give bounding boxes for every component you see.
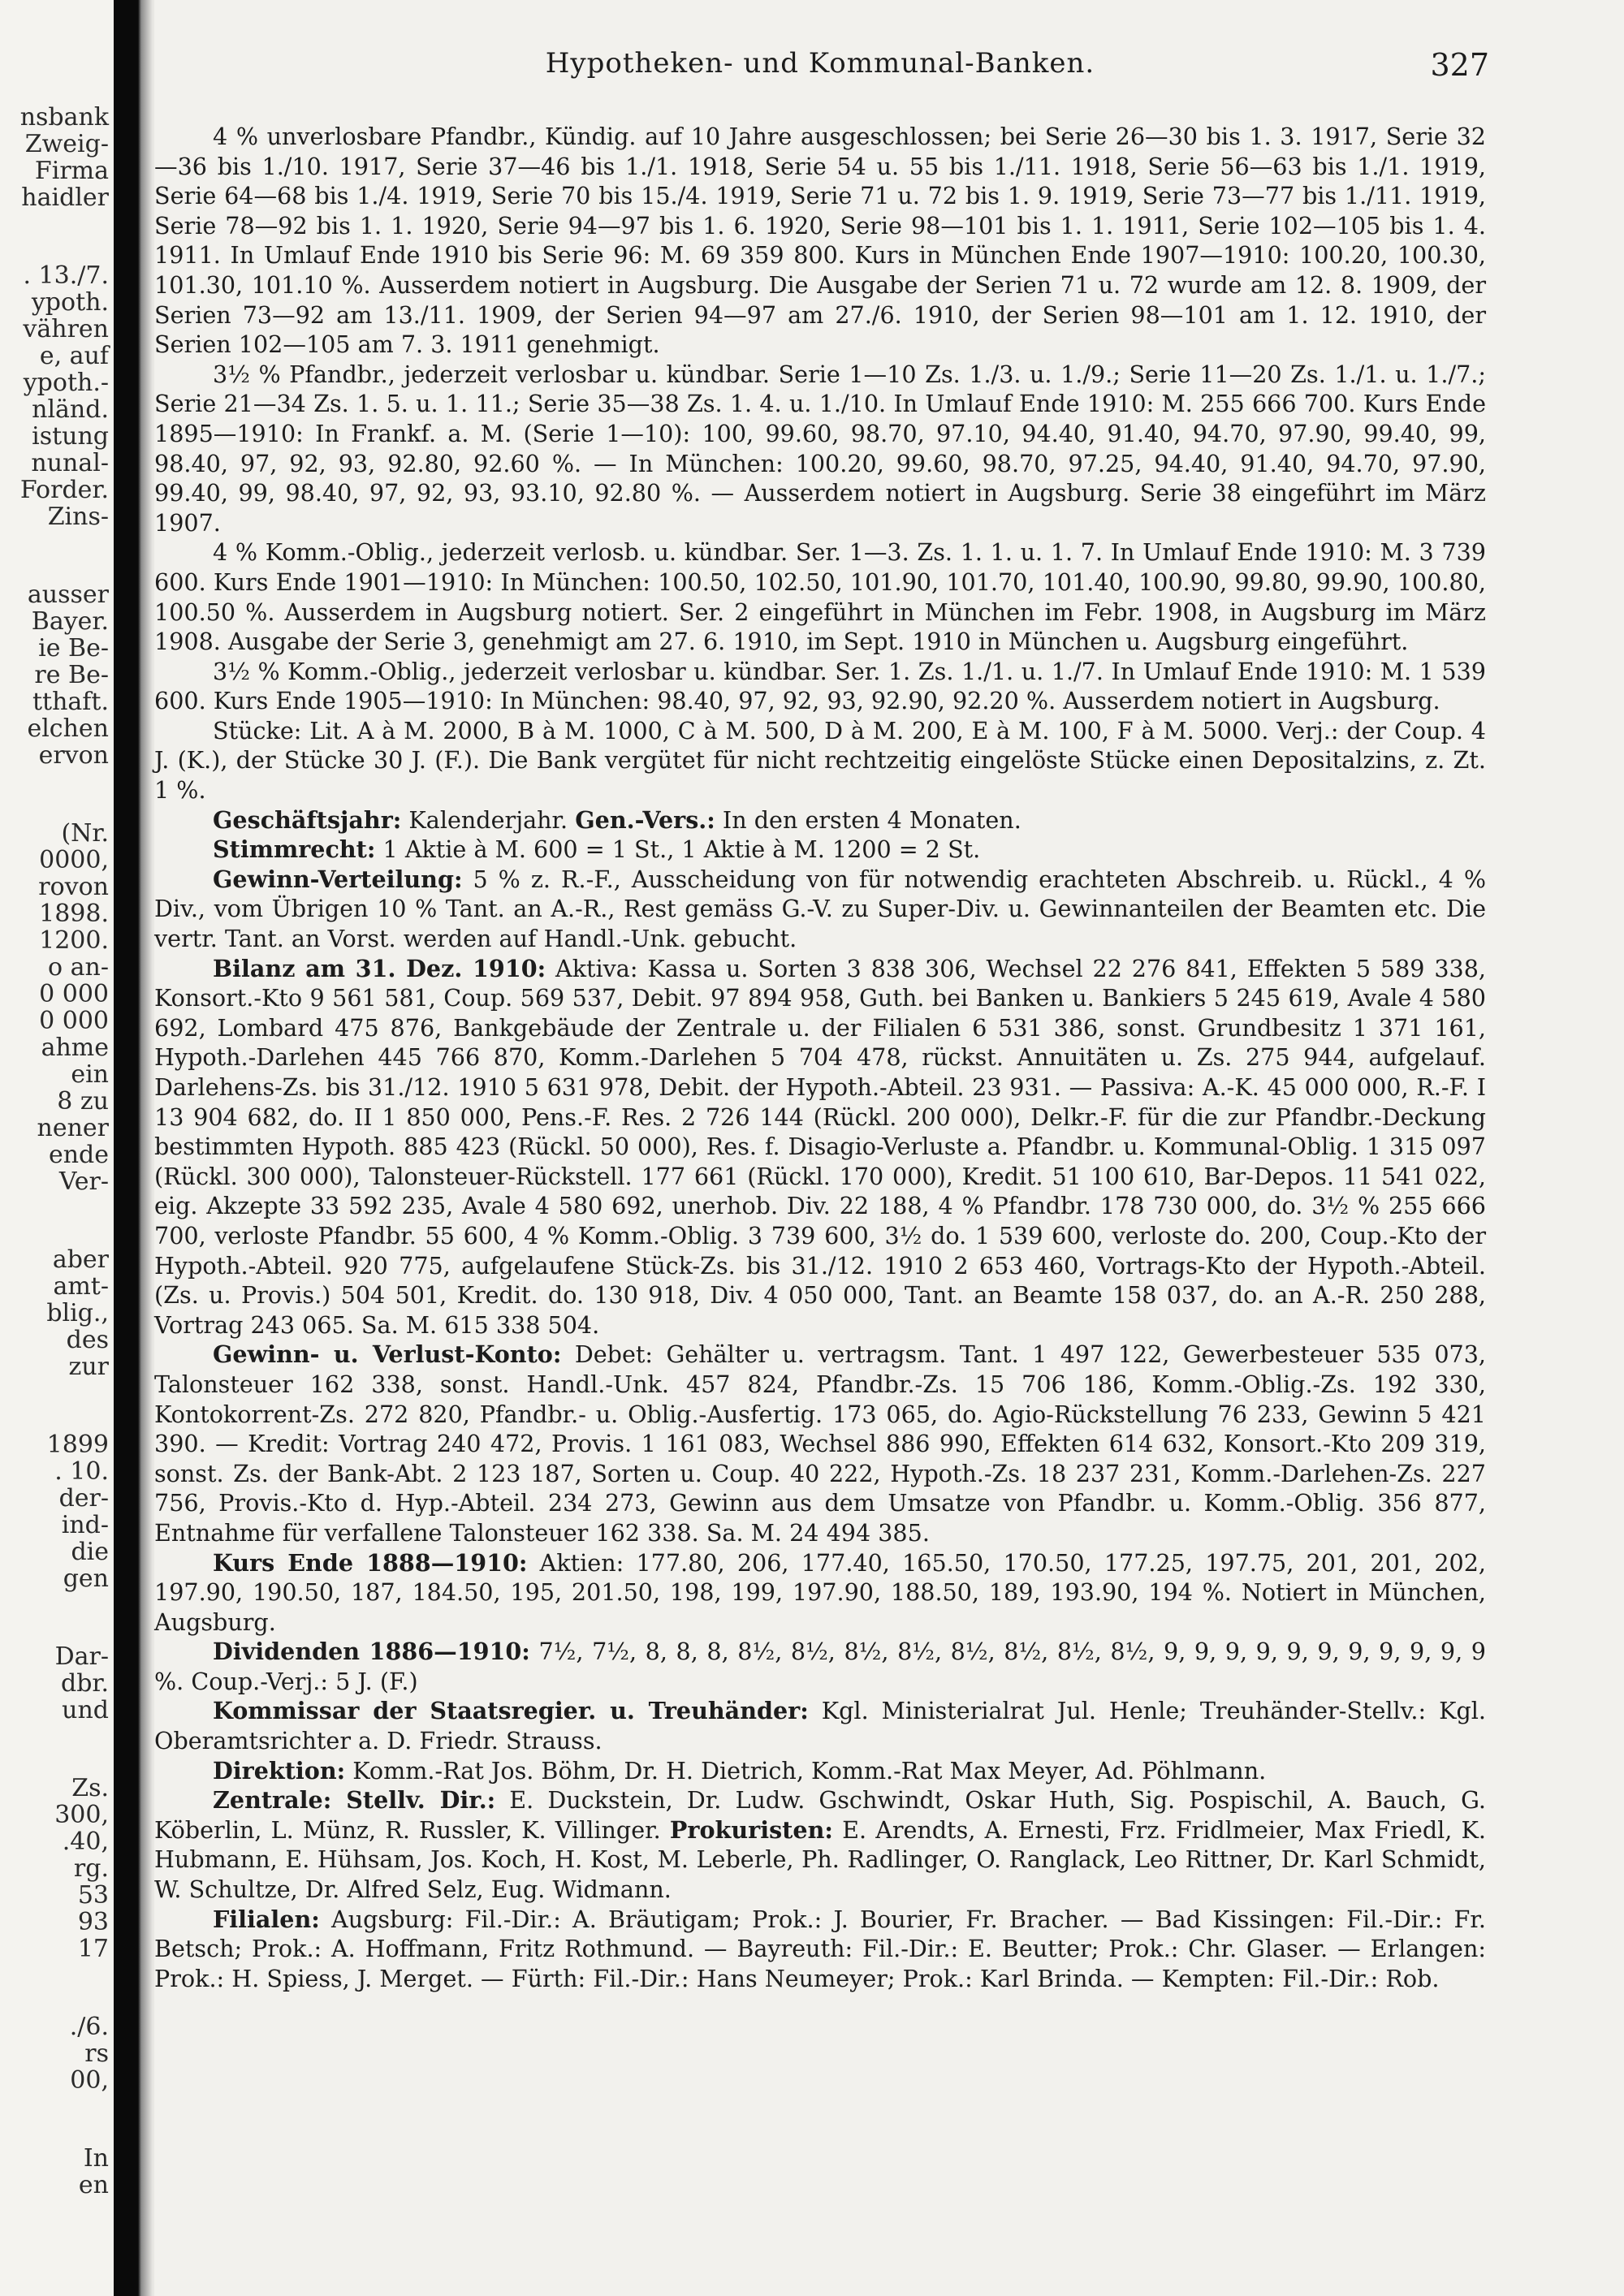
paragraph-filialen: [154, 1905, 1486, 1994]
paragraph-zentrale: [154, 1785, 1486, 1904]
left-margin-fragment: gen: [63, 1564, 109, 1593]
left-margin-fragment: Ver-: [58, 1167, 109, 1196]
left-margin-fragment: dbr.: [61, 1669, 109, 1698]
paragraph-text: 3½ % Pfandbr., jederzeit verlosbar u. kündbar. Serie 1—10 Zs. 1./3. u. 1./9.; Serie 11—20 Zs. 1./1. u. 1./7.; Serie 21—34 Zs. 1. 5. u. 1. 11.; Serie 35—38 Zs. 1. 4. u. 1./10. In Umlauf Ende 1910: M. 255 666 700. Kurs Ende 1895—1910: In Frankf. a. M. (Serie 1—10): 100, 99.60, 98.70, 97.10, 94.40, 91.40, 94.70, 97.90, 99.40, 99, 98.40, 97, 92, 93, 92.80, 92.60 %. — In München: 100.20, 99.60, 98.70, 97.25, 94.40, 91.40, 94.70, 97.90, 99.40, 99, 98.40, 97, 92, 93, 93.10, 92.80 %. — Ausserdem notiert in Augsburg. Serie 38 eingeführt im März 1907.: [154, 360, 1486, 537]
left-page-margin-strip: [0, 0, 112, 2296]
paragraph-label: Stimmrecht:: [213, 835, 376, 864]
paragraph-text: E. Duckstein, Dr. Ludw. Gschwindt, Oskar Huth, Sig. Pospischil, A. Bauch, G. Köberlin, L. Münz, R. Russler, K. Villinger.: [154, 1786, 1486, 1844]
left-margin-fragment: blig.,: [46, 1299, 109, 1327]
left-margin-fragment: ind-: [61, 1511, 109, 1539]
paragraph-text: 3½ % Komm.-Oblig., jederzeit verlosbar u. kündbar. Ser. 1. Zs. 1./1. u. 1./7. In Umlauf Ende 1910: M. 1 539 600. Kurs Ende 1905—1910: In München: 98.40, 97, 92, 93, 92.90, 92.20 %. Ausserdem notiert in Augsburg.: [154, 657, 1486, 715]
left-margin-fragment: nsbank: [19, 103, 109, 132]
paragraph-kurs: [154, 1548, 1486, 1638]
paragraph-label: Filialen:: [213, 1905, 320, 1933]
left-margin-fragment: 0 000: [39, 980, 109, 1008]
left-margin-fragment: ypoth.-: [23, 369, 109, 397]
left-margin-fragment: Zins-: [47, 503, 109, 531]
paragraph-label: Geschäftsjahr:: [213, 805, 402, 834]
left-margin-fragment: rovon: [38, 873, 109, 901]
left-margin-fragment: . 13./7.: [23, 261, 109, 290]
left-margin-fragment: elchen: [27, 714, 109, 743]
left-margin-fragment: 1898.: [39, 900, 109, 928]
left-margin-fragment: en: [78, 2171, 109, 2199]
left-margin-fragment: 0000,: [39, 846, 109, 874]
page: [154, 0, 1624, 2296]
left-margin-fragment: ausser: [27, 580, 109, 609]
left-margin-fragment: (Nr.: [61, 819, 109, 848]
left-margin-fragment: 1899: [46, 1431, 109, 1459]
paragraph-text: 1 Aktie à M. 600 = 1 St., 1 Aktie à M. 1200 = 2 St.: [375, 835, 981, 864]
paragraph-geschaeftsjahr: [154, 805, 1486, 835]
left-margin-fragment: .40,: [62, 1828, 109, 1856]
left-margin-fragment: re Be-: [34, 661, 109, 689]
left-margin-fragment: 00,: [70, 2066, 109, 2095]
left-margin-fragment: Zweig-: [24, 130, 109, 158]
paragraph-label-2: Gen.-Vers.:: [575, 805, 715, 834]
left-margin-fragment: 17: [77, 1935, 109, 1963]
left-margin-fragment: des: [66, 1326, 109, 1354]
left-margin-fragment: nländ.: [32, 395, 109, 424]
paragraph-label: Dividenden 1886—1910:: [213, 1638, 530, 1666]
left-margin-fragment: ein: [71, 1060, 109, 1089]
paragraph-gewinn-verteilung: [154, 865, 1486, 954]
left-margin-fragment: die: [71, 1538, 109, 1566]
left-margin-fragment: e, auf: [39, 342, 109, 370]
paragraph-bilanz: [154, 954, 1486, 1340]
left-margin-fragment: und: [62, 1696, 109, 1724]
running-head-title: Hypotheken- und Kommunal-Banken.: [545, 47, 1095, 80]
paragraph-text: Stücke: Lit. A à M. 2000, B à M. 1000, C à M. 500, D à M. 200, E à M. 100, F à M. 5000. Verj.: der Coup. 4 J. (K.), der Stücke 30 J. (F.). Die Bank vergütet für nicht rechtzeitig eingelöste Stücke einen Depositalzins, z. Zt. 1 %.: [154, 716, 1486, 805]
left-margin-fragment: 1200.: [39, 926, 109, 955]
left-margin-fragment: zur: [68, 1353, 109, 1381]
paragraph-text-2: In den ersten 4 Monaten.: [715, 805, 1021, 834]
paragraph-direktion: [154, 1756, 1486, 1786]
paragraph-text: Komm.-Rat Jos. Böhm, Dr. H. Dietrich, Komm.-Rat Max Meyer, Ad. Pöhlmann.: [345, 1756, 1267, 1785]
left-margin-fragment: rs: [84, 2039, 109, 2068]
paragraph-text: Augsburg: Fil.-Dir.: A. Bräutigam; Prok.: J. Bourier, Fr. Bracher. — Bad Kissingen: Fil.-Dir.: Fr. Betsch; Prok.: A. Hoffmann, Fritz Rothmund. — Bayreuth: Fil.-Dir.: E. Beutter; Prok.: Chr. Glaser. — Erlangen: Prok.: H. Spiess, J. Merget. — Fürth: Fil.-Dir.: Hans Neumeyer; Prok.: Karl Brinda. — Kempten: Fil.-Dir.: Rob.: [154, 1905, 1486, 1992]
paragraph-text-2: E. Arendts, A. Ernesti, Frz. Fridlmeier, Max Friedl, K. Hubmann, E. Hühsam, Jos. Koch, H. Kost, M. Leberle, Ph. Radlinger, O. Ranglack, Leo Rittner, Dr. Karl Schmidt, W. Schultze, Dr. Alfred Selz, Eug. Widmann.: [154, 1815, 1486, 1904]
book-gutter: [114, 0, 154, 2296]
left-margin-fragment: Firma: [34, 157, 109, 185]
paragraph-text: 7½, 7½, 8, 8, 8, 8½, 8½, 8½, 8½, 8½, 8½, 8½, 8½, 9, 9, 9, 9, 9, 9, 9, 9, 9, 9, 9 %. Coup.-Verj.: 5 J. (F.): [154, 1638, 1486, 1695]
left-margin-fragment: ende: [48, 1141, 109, 1169]
left-margin-fragment: nener: [37, 1114, 109, 1142]
paragraph-4pct-pfandbriefe: [154, 122, 1486, 360]
left-margin-fragment: ie Be-: [38, 634, 109, 662]
paragraph-4pct-komm-oblig: [154, 537, 1486, 656]
paragraph-label: Bilanz am 31. Dez. 1910:: [213, 954, 546, 982]
paragraph-label: Kurs Ende 1888—1910:: [213, 1548, 528, 1577]
left-margin-fragment: amt-: [53, 1272, 109, 1301]
left-margin-fragment: vähren: [23, 315, 109, 343]
paragraph-gewinn-verlust-konto: [154, 1340, 1486, 1547]
left-margin-fragment: Zs.: [71, 1774, 109, 1802]
left-margin-fragment: Dar-: [54, 1642, 109, 1671]
paragraph-label: Zentrale: Stellv. Dir.:: [213, 1786, 496, 1815]
left-margin-fragment: o an-: [48, 953, 109, 982]
paragraph-text: 4 % Komm.-Oblig., jederzeit verlosb. u. kündbar. Ser. 1—3. Zs. 1. 1. u. 1. 7. In Umlauf Ende 1910: M. 3 739 600. Kurs Ende 1901—1910: In München: 100.50, 102.50, 101.90, 101.70, 101.40, 100.90, 99.80, 99.90, 100.80, 100.50 %. Ausserdem in Augsburg notiert. Ser. 2 eingeführt in München im Febr. 1908, in Augsburg im März 1908. Ausgabe der Serie 3, genehmigt am 27. 6. 1910, im Sept. 1910 in München u. Augsburg eingeführt.: [154, 538, 1486, 656]
paragraph-text: 5 % z. R.-F., Ausscheidung von für notwendig erachteten Abschreib. u. Rückl., 4 % Div., vom Übrigen 10 % Tant. an A.-R., Rest gemäss G.-V. zu Super-Div. u. Gewinnanteilen der Beamten etc. Die vertr. Tant. an Vorst. werden auf Handl.-Unk. gebucht.: [154, 865, 1486, 953]
left-margin-fragment: ypoth.: [31, 288, 109, 317]
left-margin-fragment: 53: [77, 1881, 109, 1910]
left-margin-fragment: nunal-: [31, 449, 109, 477]
paragraph-kommissar: [154, 1696, 1486, 1755]
left-margin-fragment: ahme: [41, 1034, 109, 1062]
paragraph-dividenden: [154, 1637, 1486, 1696]
paragraph-label: Gewinn- u. Verlust-Konto:: [213, 1340, 562, 1369]
left-margin-fragment: . 10.: [54, 1457, 109, 1486]
left-margin-fragment: 0 000: [39, 1007, 109, 1035]
left-margin-fragment: Bayer.: [31, 607, 109, 636]
paragraph-label: Kommissar der Staatsregier. u. Treuhänder:: [213, 1697, 809, 1725]
paragraph-label: Direktion:: [213, 1756, 346, 1785]
page-number: 327: [1430, 47, 1489, 83]
left-margin-fragment: aber: [52, 1245, 109, 1274]
left-margin-fragment: istung: [32, 422, 109, 451]
paragraph-stuecke: [154, 716, 1486, 805]
paragraph-label: Gewinn-Verteilung:: [213, 865, 463, 893]
paragraph-label-2: Prokuristen:: [669, 1815, 833, 1844]
running-head: [154, 47, 1489, 88]
left-margin-fragment: Forder.: [19, 476, 109, 504]
left-margin-fragment: ./6.: [69, 2013, 109, 2041]
left-margin-fragment: haidler: [21, 183, 109, 212]
paragraph-3half-pfandbriefe: [154, 360, 1486, 538]
paragraph-text: Kalenderjahr.: [401, 805, 576, 834]
paragraph-3half-komm-oblig: [154, 657, 1486, 716]
paragraph-text: Debet: Gehälter u. vertragsm. Tant. 1 497 122, Gewerbesteuer 535 073, Talonsteuer 162 338, sonst. Handl.-Unk. 457 824, Pfandbr.-Zs. 15 706 186, Komm.-Oblig.-Zs. 192 330, Kontokorrent-Zs. 272 820, Pfandbr.- u. Oblig.-Ausfertig. 173 065, do. Agio-Rückstellung 76 233, Gewinn 5 421 390. — Kredit: Vortrag 240 472, Provis. 1 161 083, Wechsel 886 990, Effekten 614 632, Konsort.-Kto 209 319, sonst. Zs. der Bank-Abt. 2 123 187, Sorten u. Coup. 40 222, Hypoth.-Zs. 18 237 231, Komm.-Darlehen-Zs. 227 756, Provis.-Kto d. Hyp.-Abteil. 234 273, Gewinn aus dem Umsatze von Pfandbr. u. Komm.-Oblig. 356 877, Entnahme für verfallene Talonsteuer 162 338. Sa. M. 24 494 385.: [154, 1340, 1486, 1547]
left-margin-fragment: 300,: [54, 1801, 109, 1829]
paragraph-text: Aktien: 177.80, 206, 177.40, 165.50, 170.50, 177.25, 197.75, 201, 201, 202, 197.90, 190.50, 187, 184.50, 195, 201.50, 198, 199, 197.90, 188.50, 189, 193.90, 194 %. Notiert in München, Augsburg.: [154, 1548, 1487, 1636]
left-margin-fragment: ervon: [38, 741, 109, 770]
left-margin-fragment: rg.: [73, 1854, 109, 1883]
left-margin-fragment: In: [83, 2144, 109, 2173]
left-margin-fragment: der-: [58, 1484, 109, 1513]
paragraph-text: Kgl. Ministerialrat Jul. Henle; Treuhänder-Stellv.: Kgl. Oberamtsrichter a. D. Friedr. Strauss.: [154, 1697, 1486, 1755]
paragraph-text: 4 % unverlosbare Pfandbr., Kündig. auf 10 Jahre ausgeschlossen; bei Serie 26—30 bis 1. 3. 1917, Serie 32—36 bis 1./10. 1917, Serie 37—46 bis 1./1. 1918, Serie 54 u. 55 bis 1./11. 1918, Serie 56—63 bis 1./1. 1919, Serie 64—68 bis 1./4. 1919, Serie 70 bis 15./4. 1919, Serie 71 u. 72 bis 1. 9. 1919, Serie 73—77 bis 1./11. 1919, Serie 78—92 bis 1. 1. 1920, Serie 94—97 bis 1. 6. 1920, Serie 98—101 bis 1. 1. 1911, Serie 102—105 bis 1. 4. 1911. In Umlauf Ende 1910 bis Serie 96: M. 69 359 800. Kurs in München Ende 1907—1910: 100.20, 100.30, 101.30, 101.10 %. Ausserdem notiert in Augsburg. Die Ausgabe der Serien 71 u. 72 wurde am 12. 8. 1909, der Serien 73—92 am 13./11. 1909, der Serien 94—97 am 27./6. 1910, der Serien 98—101 am 1. 12. 1910, der Serien 102—105 am 7. 3. 1911 genehmigt.: [154, 123, 1486, 359]
document-body: [154, 122, 1486, 1993]
paragraph-text: Aktiva: Kassa u. Sorten 3 838 306, Wechsel 22 276 841, Effekten 5 589 338, Konsort.-Kto 9 561 581, Coup. 569 537, Debit. 97 894 958, Guth. bei Banken u. Bankiers 5 245 619, Avale 4 580 692, Lombard 475 876, Bankgebäude der Zentrale u. der Filialen 6 531 386, sonst. Grundbesitz 1 371 161, Hypoth.-Darlehen 445 766 870, Komm.-Darlehen 5 704 478, rückst. Annuitäten u. Zs. 275 944, aufgelauf. Darlehens-Zs. bis 31./12. 1910 5 631 978, Debit. der Hypoth.-Abteil. 23 931. — Passiva: A.-K. 45 000 000, R.-F. I 13 904 682, do. II 1 850 000, Pens.-F. Res. 2 726 144 (Rückl. 200 000), Delkr.-F. für die zur Pfandbr.-Deckung bestimmten Hypoth. 885 423 (Rückl. 50 000), Res. f. Disagio-Verluste a. Pfandbr. u. Kommunal-Oblig. 1 315 097 (Rückl. 300 000), Talonsteuer-Rückstell. 177 661 (Rückl. 170 000), Kredit. 51 100 610, Bar-Depos. 11 541 022, eig. Akzepte 33 592 235, Avale 4 580 692, unerhob. Div. 22 188, 4 % Pfandbr. 178 730 000, do. 3½ % 255 666 700, verloste Pfandbr. 55 600, 4 % Komm.-Oblig. 3 739 600, 3½ do. 1 539 600, verloste do. 200, Coup.-Kto der Hypoth.-Abteil. 920 775, aufgelaufene Stück-Zs. bis 31./12. 1910 2 653 460, Vortrags-Kto der Hypoth.-Abteil. (Zs. u. Provis.) 504 501, Kredit. do. 130 918, Div. 4 050 000, Tant. an Beamte 158 037, do. an A.-R. 250 288, Vortrag 243 065. Sa. M. 615 338 504.: [154, 954, 1486, 1339]
left-margin-fragment: tthaft.: [32, 688, 109, 716]
left-margin-fragment: 8 zu: [57, 1087, 109, 1116]
paragraph-stimmrecht: [154, 835, 1486, 865]
left-margin-fragment: 93: [77, 1908, 109, 1936]
